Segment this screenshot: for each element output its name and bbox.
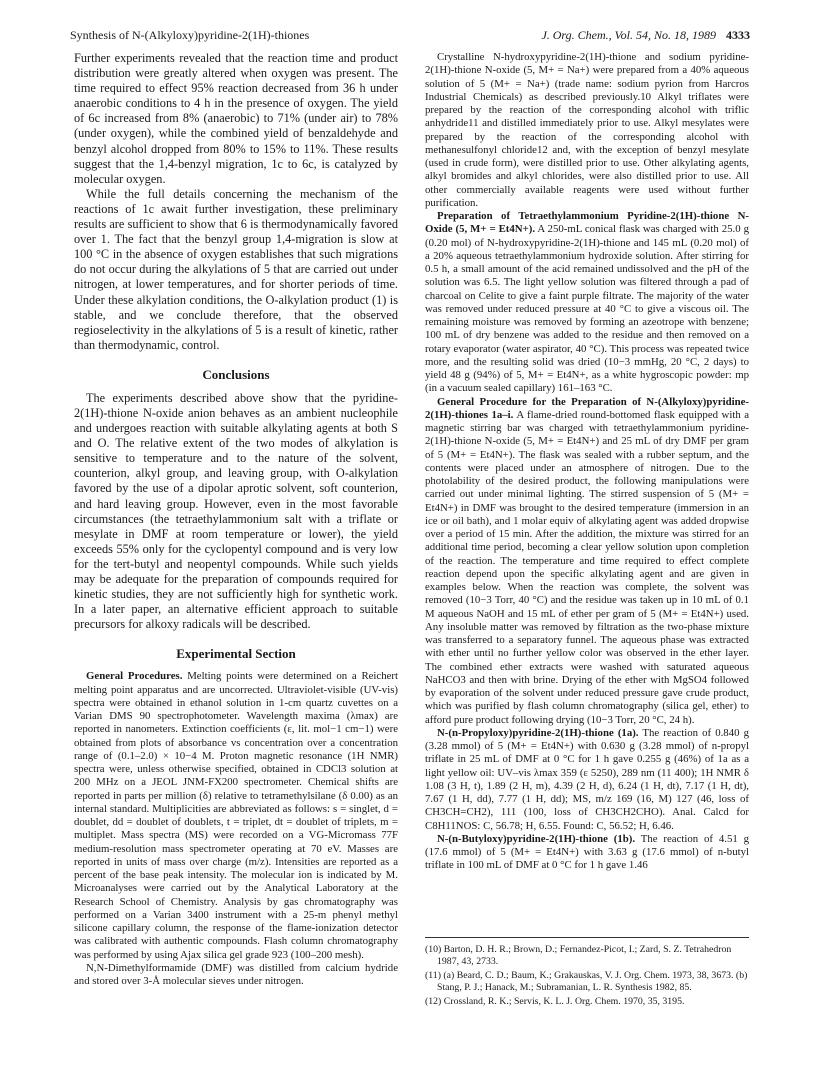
- paragraph: [425, 727, 749, 833]
- right-column: [425, 51, 749, 873]
- paragraph: [425, 833, 749, 873]
- paragraph: [425, 396, 749, 727]
- paragraph: Crystalline N-hydroxypyridine-2(1H)-thione and sodium pyridine-2(1H)-thione N-oxide (5, M+ = Na+) were prepared from a 40% aqueous solution of 5 (M+ = Na+) (trade name: sodium pyrion from Harcros Industrial Chemicals) as described previously.10 Alkyl triflates were prepared by the reaction of the corresponding alcohol with triflic anhydride11 and distilled immediately prior to use. Alkyl mesylates were prepared by the reaction of the corresponding alcohol with methanesulfonyl chloride12 and, with the exception of benzyl mesylate (used in crude form), were distilled prior to use. Other alkylating agents, alkyl bromides and alkyl chlorides, were also distilled prior to use. All other commercially available reagents were used without further purification.: [425, 51, 749, 209]
- paragraph-text: Melting points were determined on a Reichert melting point apparatus and are uncorrected. Ultraviolet-visible (UV-vis) spectra were obtained in ethanol solution in 1-cm quartz cuvettes on a Varian DMS 90 spectrophotometer. Wavelength maxima (λmax) are reported in nanometers. Extinction coefficients (ε, lit. mol−1 cm−1) were obtained from plots of absorbance vs concentration over a concentration range of (0.1–2.0) × 10−4 M. Proton magnetic resonance (1H NMR) spectra were, unless otherwise specified, obtained in CDCl3 solution at 200 MHz on a JEOL JNM-FX200 spectrometer. Chemical shifts are reported in parts per million (δ) relative to tetramethylsilane (δ 0.00) as an internal standard. Multiplicities are abbreviated as follows: s = singlet, d = doublet, dd = doublet of doublets, t = triplet, dt = doublet of triplets, m = multiplet. Mass spectra (MS) were recorded on a VG-Micromass 77F medium-resolution mass spectrometer operating at 70 eV. Masses are reported in units of mass over charge (m/z). Intensities are reported as a percent of the base peak intensity. The molecular ion is indicated by M. Microanalyses were carried out by the Analytical Laboratory at the Research School of Chemistry. Analysis by gas chromatography was performed on a Varian 3400 instrument with a 25-m phenyl methyl silicone capillary column, the response of the flame-ionization detector was calibrated with authentic compounds. Flash column chromatography was performed by using Ajax silica gel grade 923 (100–200 mesh).: [74, 670, 399, 961]
- page-number: 4333: [726, 28, 750, 42]
- paragraph-text: The reaction of 0.840 g (3.28 mmol) of 5 (M+ = Et4N+) with 0.630 g (3.28 mmol) of n-propyl triflate in 25 mL of DMF at 0 °C for 1 h gave 0.255 g (46%) of 1a as a light yellow oil: UV–vis λmax 359 (ε 5250), 289 nm (11 400); 1H NMR δ 1.08 (3 H, t), 1.89 (2 H, m), 4.39 (2 H, d), 6.24 (1 H, dt), 7.17 (1 H, dt), 7.67 (1 H, dd), 7.77 (1 H, dd); MS, m/z 169 (16, M) 127 (46, loss of CH3CH=CH2), 111 (100, loss of CH3CH2CHO). Anal. Calcd for C8H11NOS: C, 56.78; H, 6.55. Found: C, 56.52; H, 6.46.: [425, 726, 749, 832]
- footnote: (10) Barton, D. H. R.; Brown, D.; Fernandez-Picot, I.; Zard, S. Z. Tetrahedron 1987, 43, 2733.: [425, 944, 732, 967]
- footnotes: [425, 937, 749, 1010]
- journal-citation: [541, 27, 750, 43]
- journal-name: J. Org. Chem., Vol. 54, No. 18, 1989: [541, 28, 716, 42]
- left-column: [74, 51, 398, 988]
- paragraph: [425, 210, 749, 396]
- paragraph-text: A 250-mL conical flask was charged with 25.0 g (0.20 mol) of N-hydroxypyridine-2(1H)-thione and 145 mL (0.20 mol) of a 20% aqueous tetraethylammonium hydroxide solution. After stirring for 0.5 h, a small amount of the acid remained undissolved and the pH of the solution was 6.5. The light yellow solution was filtered through a pad of charcoal on Celite to give a faint purple filtrate. The majority of the water was removed under reduced pressure at 40 °C to give a viscous oil. The remaining moisture was removed by forming an azeotrope with benzene; 100 mL of dry benzene was added to the residue and then removed on a rotary evaporator (water aspirator, 40 °C). This process was repeated twice more, and the resulting solid was dried (10−3 mmHg, 20 °C, 2 days) to yield 48 g (94%) of 5, M+ = Et4N+, as a white hygroscopic powder: mp (in a vacuum sealed capillary) 161–163 °C.: [425, 223, 749, 395]
- footnote: (11) (a) Beard, C. D.; Baum, K.; Grakauskas, V. J. Org. Chem. 1973, 38, 3673. (b) Stang, P. J.; Hanack, M.; Subramanian, L. R. Synthesis 1982, 85.: [425, 970, 748, 993]
- section-heading: Experimental Section: [176, 646, 296, 662]
- paragraph: Further experiments revealed that the reaction time and product distribution were greatly altered when oxygen was present. The time required to effect 95% reaction decreased from 36 h under anaerobic conditions to 4 h in the presence of oxygen. The yield of 6c increased from 8% (anaerobic) to 71% (under air) to 78% (under oxygen), while the combined yield of benzaldehyde and benzyl alcohol dropped from 80% to 15% to 11%. These results suggest that the 1,4-benzyl migration, 1c to 6c, is catalyzed by molecular oxygen.: [74, 51, 398, 186]
- run-in-heading: N-(n-Butyloxy)pyridine-2(1H)-thione (1b).: [437, 832, 636, 845]
- discussion-section: [74, 51, 398, 662]
- footnote: (12) Crossland, R. K.; Servis, K. L. J. Org. Chem. 1970, 35, 3195.: [425, 996, 685, 1007]
- run-in-heading: General Procedure for the Preparation of N-(Alkyloxy)pyridine-2(1H)-thiones 1a–i.: [425, 395, 749, 421]
- run-in-heading: N-(n-Propyloxy)pyridine-2(1H)-thione (1a).: [437, 726, 639, 739]
- running-header: [70, 27, 750, 43]
- paragraph: [74, 670, 398, 962]
- paragraph: The experiments described above show that the pyridine-2(1H)-thione N-oxide anion behaves as an ambient nucleophile and undergoes reaction with suitable alkylating agents at both S and O. The relative extent of the two modes of alkylation is sensitive to temperature and to the nature of the solvent, counterion, alkyl group, and leaving group, with O-alkylation favored by the use of a dipolar aprotic solvent, soft counterion, and hard leaving group. However, even in the most favorable circumstances (the tetraethylammonium salt with a triflate or mesylate in DMF at room temperature or lower), the yield exceeds 55% only for the cyclopentyl compound and is very low for the tert-butyl and neopentyl compounds. While such yields may be adequate for the preparation of compounds required for kinetic studies, they are not sufficiently high for synthetic work. In a later paper, an alternative efficient approach to suitable precursors for alkoxy radicals will be described.: [74, 390, 398, 632]
- paragraph-text: A flame-dried round-bottomed flask equipped with a magnetic stirring bar was charged with tetraethylammonium pyridine-2(1H)-thione N-oxide (5, M+ = Et4N+) and 25 mL of dry DMF per gram of 5 (M+ = Et4N+). The flask was sealed with a rubber septum, and the contents were placed under an atmosphere of nitrogen. Due to the photolability of the desired product, the following manipulations were carried out under minimal lighting. The stirred suspension of 5 (M+ = Et4N+) in DMF was brought to the desired temperature (immersion in an ice or oil bath), and 1 molar equiv of alkylating agent was added dropwise over a period of 15 min. After the addition, the mixture was stirred for an additional time period, becoming a clear yellow solution upon completion of the reaction. The temperature and time required to effect complete reaction depend upon the specific alkylating agent and are given in examples below. When the reaction was complete, the solvent was removed (10−3 Torr, 40 °C) and the residue was taken up in 10 mL of 0.1 M aqueous NaOH and 15 mL of ether per gram of 5 (M+ = Et4N+) used. Any insoluble matter was removed by filtration as the two-phase mixture was transferred to a separatory funnel. The aqueous phase was extracted with ether until no further yellow color was observed in the ether layer. The combined ether extracts were washed with saturated aqueous NaHCO3 and then with brine. Drying of the ether with MgSO4 followed by evaporation of the solvent under reduced pressure gave crude product, which was purified by flash column chromatography (silica gel, ether) to afford pure product following drying (10−3 Torr, 20 °C, 24 h).: [425, 408, 750, 726]
- run-in-heading: Preparation of Tetraethylammonium Pyridine-2(1H)-thione N-Oxide (5, M+ = Et4N+).: [425, 210, 749, 236]
- section-heading: Conclusions: [202, 366, 270, 382]
- run-in-heading: General Procedures.: [86, 670, 183, 683]
- paragraph: While the full details concerning the mechanism of the reactions of 1c await further investigation, these preliminary results are sufficient to show that 6 is thermodynamically favored over 1. The fact that the benzyl group 1,4-migration is slow at 100 °C in the absence of oxygen establishes that such migrations do not occur during the alkylations of 5 that are carried out under nitrogen, at lower temperatures, and for shorter periods of time. Under these alkylation conditions, the O-alkylation product (1) is stable, and we conclude therefore, that the observed regioselectivity in the alkylations of 5 is a result of kinetic, rather than thermodynamic, control.: [74, 186, 398, 352]
- paragraph: N,N-Dimethylformamide (DMF) was distilled from calcium hydride and stored over 3-Å molecular sieves under nitrogen.: [74, 961, 398, 988]
- paragraph-text: The reaction of 4.51 g (17.6 mmol) of 5 (M+ = Et4N+) with 3.63 g (17.6 mmol) of n-butyl triflate in 100 mL of DMF at 0 °C for 1 h gave 1.46: [425, 832, 749, 872]
- running-title: Synthesis of N-(Alkyloxy)pyridine-2(1H)-thiones: [70, 28, 310, 42]
